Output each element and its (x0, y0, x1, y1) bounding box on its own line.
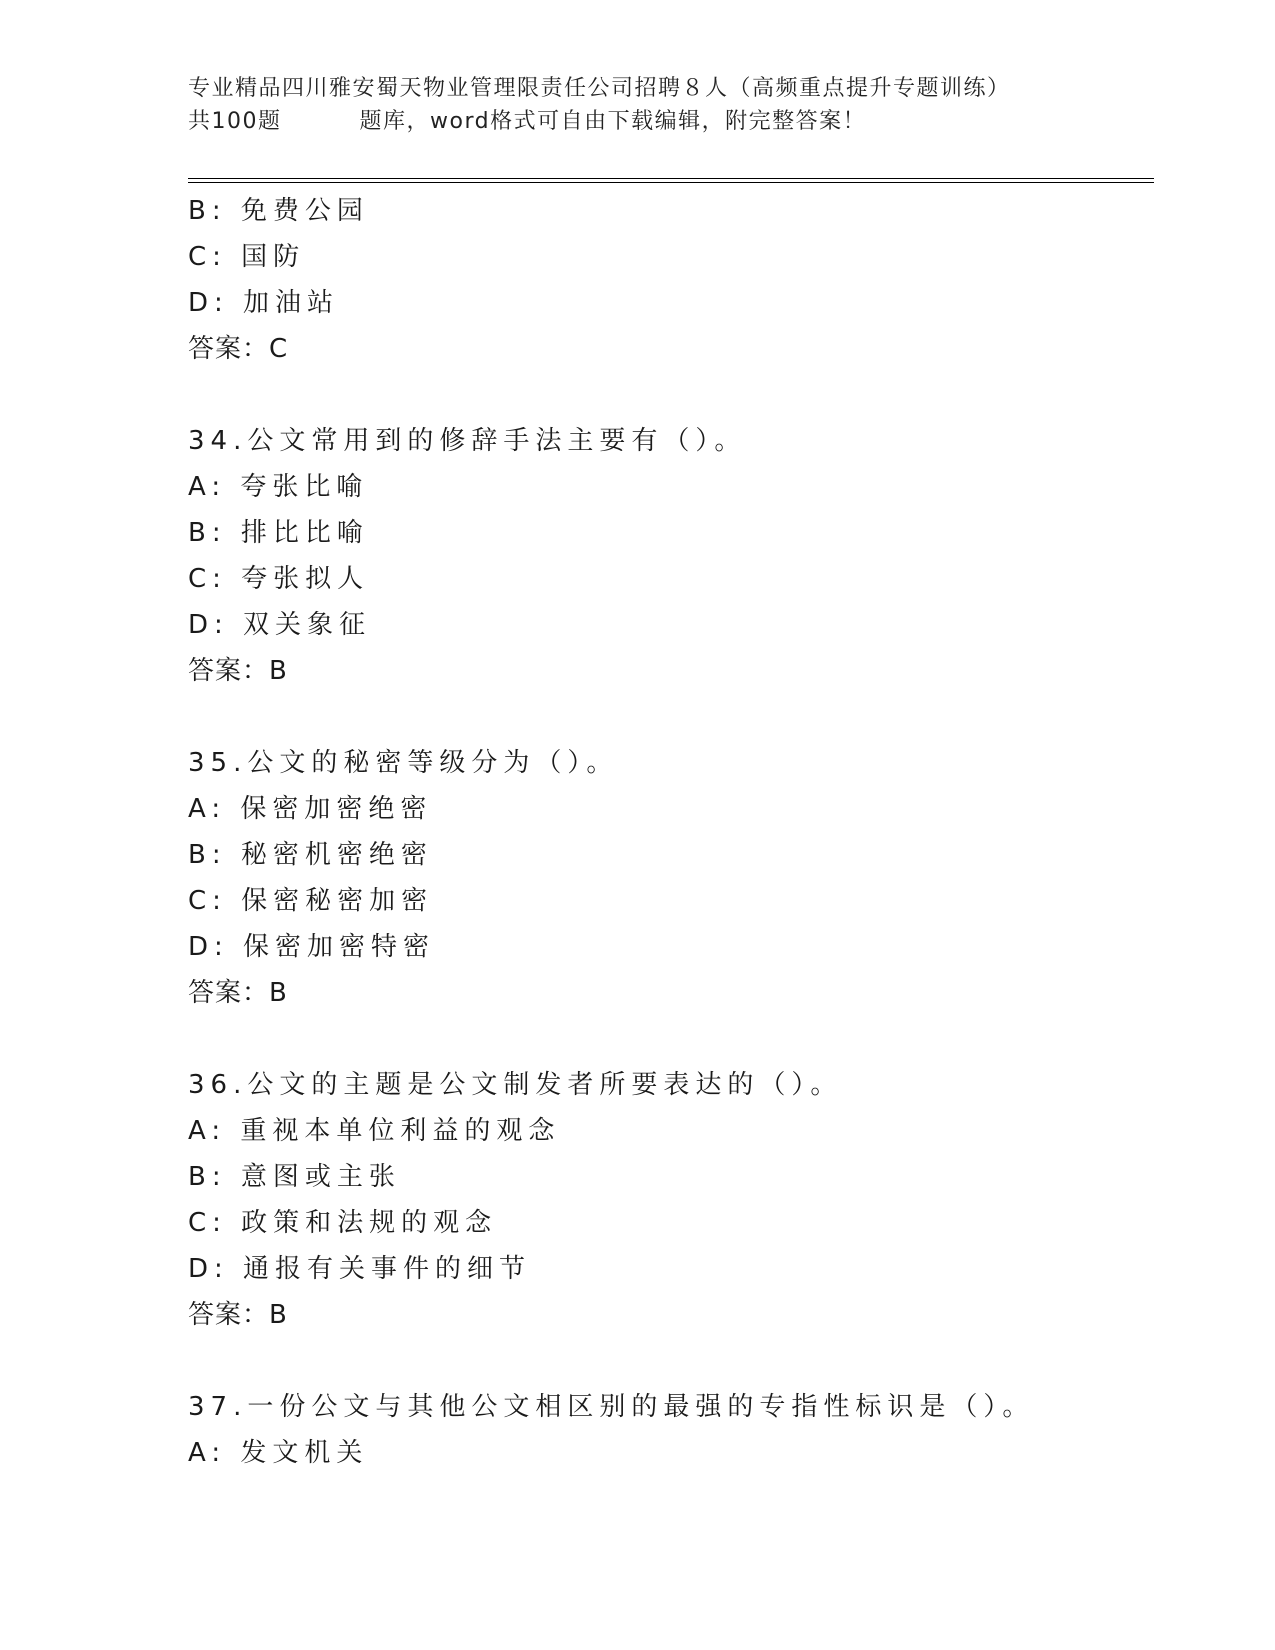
question-block (188, 188, 1148, 372)
header-subtitle (188, 105, 1148, 138)
header-title: 专业精品四川雅安蜀天物业管理限责任公司招聘８人（高频重点提升专题训练） (188, 76, 1011, 101)
option-a: A: 夸张比喻 (188, 472, 369, 502)
option-c: C: 国防 (188, 242, 306, 272)
document-header (188, 72, 1148, 138)
answer-text: 答案：B (188, 978, 288, 1008)
option-b: B: 意图或主张 (188, 1162, 401, 1192)
question-text: 34.公文常用到的修辞手法主要有（）。 (188, 426, 747, 456)
answer-text: 答案：B (188, 656, 288, 686)
answer-text: 答案：B (188, 1300, 288, 1330)
question-block (188, 740, 1148, 1016)
option-c: C: 夸张拟人 (188, 564, 370, 594)
header-divider-top (188, 178, 1154, 179)
question-block (188, 418, 1148, 694)
question-block (188, 1062, 1148, 1338)
option-d: D: 加油站 (188, 288, 340, 318)
option-c: C: 保密秘密加密 (188, 886, 434, 916)
question-list (188, 188, 1148, 1476)
question-text: 37.一份公文与其他公文相区别的最强的专指性标识是（）。 (188, 1392, 1035, 1422)
option-d: D: 双关象征 (188, 610, 372, 640)
option-a: A: 发文机关 (188, 1438, 369, 1468)
option-d: D: 通报有关事件的细节 (188, 1254, 532, 1284)
option-b: B: 免费公园 (188, 196, 369, 226)
header-description: 题库，word格式可自由下载编辑，附完整答案！ (359, 109, 867, 134)
question-text: 35.公文的秘密等级分为（）。 (188, 748, 619, 778)
question-text: 36.公文的主题是公文制发者所要表达的（）。 (188, 1070, 843, 1100)
option-c: C: 政策和法规的观念 (188, 1208, 498, 1238)
header-divider-bottom (188, 182, 1154, 183)
option-a: A: 重视本单位利益的观念 (188, 1116, 561, 1146)
answer-text: 答案：C (188, 334, 289, 364)
option-b: B: 秘密机密绝密 (188, 840, 433, 870)
option-d: D: 保密加密特密 (188, 932, 436, 962)
option-a: A: 保密加密绝密 (188, 794, 433, 824)
header-question-count: 共100题 (188, 109, 282, 134)
question-block (188, 1384, 1148, 1476)
option-b: B: 排比比喻 (188, 518, 369, 548)
